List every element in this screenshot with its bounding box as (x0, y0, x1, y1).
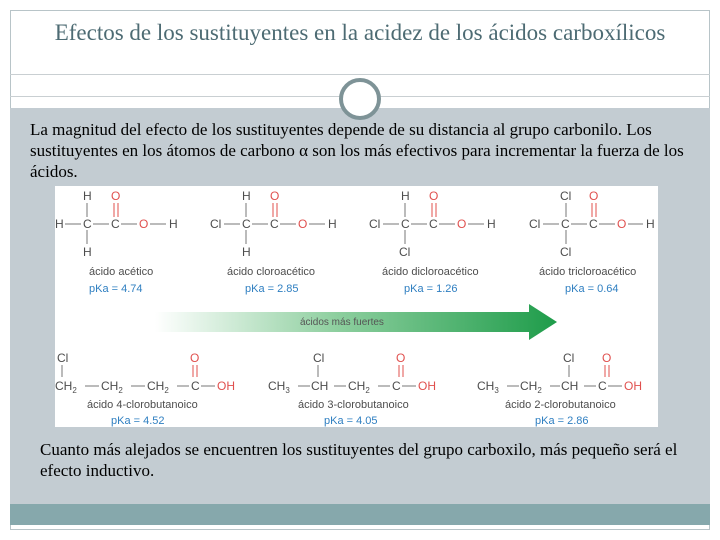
svg-text:Cl: Cl (560, 245, 572, 259)
structure-chloroacetic-acid (210, 189, 337, 259)
svg-text:H: H (242, 245, 251, 259)
structure-4-chlorobutanoic-acid (55, 351, 235, 395)
structure-dichloroacetic-acid (369, 189, 496, 259)
svg-text:O: O (270, 189, 280, 203)
pka-chloroacetic-acid: pKa = 2.85 (245, 283, 299, 295)
svg-text:Cl: Cl (529, 217, 541, 231)
svg-text:C: C (392, 379, 401, 393)
svg-text:O: O (298, 217, 308, 231)
svg-text:H: H (242, 189, 251, 203)
svg-text:C: C (270, 217, 279, 231)
label-2-chlorobutanoic-acid: ácido 2-clorobutanoico (505, 399, 616, 411)
svg-text:O: O (429, 189, 439, 203)
svg-text:C: C (401, 217, 410, 231)
svg-text:O: O (457, 217, 467, 231)
pka-4-chlorobutanoic-acid: pKa = 4.52 (111, 415, 165, 427)
svg-text:H: H (83, 189, 92, 203)
intro-paragraph: La magnitud del efecto de los sustituyentes depende de su distancia al grupo carbonilo. Los sustituyentes en los átomos de carbono α son los más efectivos para incrementar la fuerza de los ácidos. (30, 120, 684, 181)
arrow-label: ácidos más fuertes (300, 317, 384, 328)
label-acetic-acid: ácido acético (89, 266, 154, 278)
label-trichloroacetic-acid: ácido tricloroacético (539, 266, 637, 278)
svg-text:C: C (598, 379, 607, 393)
slide-title: Efectos de los sustituyentes en la acidez de los ácidos carboxílicos (54, 20, 666, 45)
structure-3-chlorobutanoic-acid (268, 351, 436, 395)
svg-text:Cl: Cl (313, 351, 325, 365)
title-divider (10, 74, 710, 75)
svg-text:OH: OH (624, 379, 642, 393)
svg-text:C: C (191, 379, 200, 393)
label-3-chlorobutanoic-acid: ácido 3-clorobutanoico (298, 399, 409, 411)
svg-text:O: O (602, 351, 612, 365)
svg-text:Cl: Cl (57, 351, 69, 365)
svg-text:C: C (561, 217, 570, 231)
svg-text:H: H (169, 217, 178, 231)
svg-text:CH2: $CH_2$ (520, 379, 542, 395)
svg-text:H: H (55, 217, 64, 231)
acid-structures-figure (55, 186, 658, 427)
label-chloroacetic-acid: ácido cloroacético (227, 266, 316, 278)
svg-text:CH2: $CH_2$ (55, 379, 77, 395)
structure-2-chlorobutanoic-acid (477, 351, 642, 395)
pka-acetic-acid: pKa = 4.74 (89, 283, 143, 295)
svg-text:H: H (487, 217, 496, 231)
svg-text:C: C (589, 217, 598, 231)
svg-text:O: O (139, 217, 149, 231)
svg-text:CH3: $CH_3$ (477, 379, 499, 395)
label-dichloroacetic-acid: ácido dicloroacético (382, 266, 479, 278)
svg-text:OH: OH (418, 379, 436, 393)
svg-text:C: C (242, 217, 251, 231)
structure-trichloroacetic-acid (529, 189, 655, 259)
svg-text:OH: OH (217, 379, 235, 393)
svg-text:Cl: Cl (399, 245, 411, 259)
structures-svg (55, 186, 658, 427)
svg-text:C: C (429, 217, 438, 231)
svg-text:CH3: $CH_3$ (268, 379, 290, 395)
svg-text:CH2: $CH_2$ (101, 379, 123, 395)
pka-trichloroacetic-acid: pKa = 0.64 (565, 283, 619, 295)
footer-bar (10, 504, 710, 525)
svg-text:Cl: Cl (560, 189, 572, 203)
svg-text:H: H (646, 217, 655, 231)
svg-text:C: C (111, 217, 120, 231)
svg-text:O: O (396, 351, 406, 365)
svg-text:O: O (111, 189, 121, 203)
svg-text:CH: CH (561, 379, 579, 393)
ring-ornament-icon (339, 78, 381, 120)
pka-2-chlorobutanoic-acid: pKa = 2.86 (535, 415, 589, 427)
svg-text:H: H (83, 245, 92, 259)
svg-text:H: H (401, 189, 410, 203)
svg-text:CH2: $CH_2$ (147, 379, 169, 395)
svg-text:O: O (589, 189, 599, 203)
svg-text:Cl: Cl (210, 217, 222, 231)
svg-text:Cl: Cl (369, 217, 381, 231)
svg-text:C: C (83, 217, 92, 231)
svg-text:O: O (190, 351, 200, 365)
pka-dichloroacetic-acid: pKa = 1.26 (404, 283, 458, 295)
svg-text:H: H (328, 217, 337, 231)
svg-text:CH: CH (311, 379, 329, 393)
svg-text:Cl: Cl (563, 351, 575, 365)
pka-3-chlorobutanoic-acid: pKa = 4.05 (324, 415, 378, 427)
svg-text:CH2: $CH_2$ (348, 379, 370, 395)
structure-acetic-acid (55, 189, 178, 259)
svg-text:O: O (617, 217, 627, 231)
inductive-effect-note: Cuanto más alejados se encuentren los sustituyentes del grupo carboxilo, más pequeño será el efecto inductivo. (40, 440, 678, 480)
label-4-chlorobutanoic-acid: ácido 4-clorobutanoico (87, 399, 198, 411)
